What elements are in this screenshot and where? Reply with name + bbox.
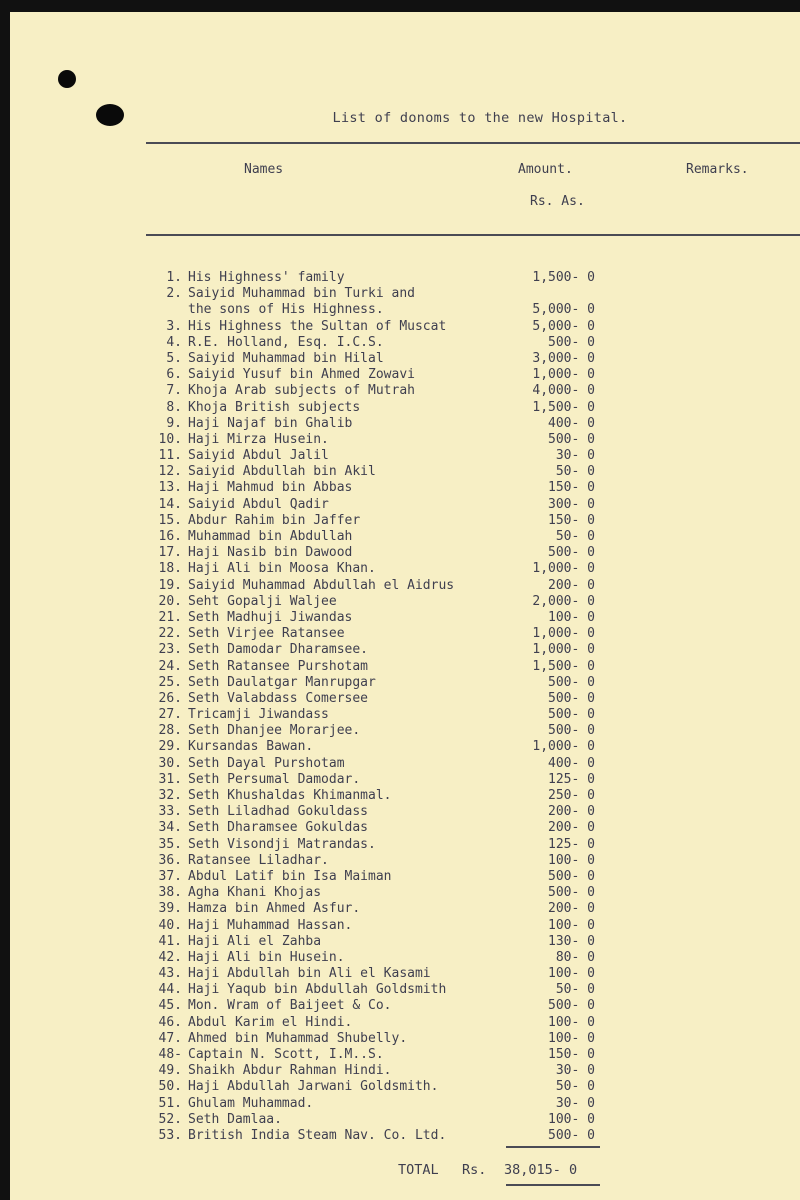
donor-name: Khoja British subjects: [188, 399, 361, 415]
donor-amount: 130- 0: [548, 933, 595, 949]
donor-row: [148, 594, 618, 610]
donor-number: 31.: [158, 771, 182, 787]
donor-row: [148, 578, 618, 594]
donor-number: 42.: [158, 949, 182, 965]
donor-row: [148, 545, 618, 561]
donor-name: Seth Dayal Purshotam: [188, 755, 345, 771]
donor-amount: 150- 0: [548, 512, 595, 528]
donor-amount: 300- 0: [548, 496, 595, 512]
donor-name: Haji Muhammad Hassan.: [188, 917, 353, 933]
donor-name: Saiyid Muhammad Abdullah el Aidrus: [188, 577, 455, 593]
donor-amount: 50- 0: [555, 464, 595, 480]
donor-amount: 50- 0: [555, 529, 595, 544]
donor-amount: 3,000- 0: [532, 350, 595, 366]
donor-number: 6.: [166, 367, 182, 383]
donor-name: Shaikh Abdur Rahman Hindi.: [188, 1063, 392, 1079]
donor-row: [148, 837, 618, 853]
donor-name: Haji Nasib bin Dawood: [188, 545, 353, 561]
donor-amount: 4,000- 0: [532, 383, 595, 399]
donor-amount: 150- 0: [548, 480, 595, 496]
donor-number: 52.: [158, 1111, 182, 1127]
donor-row: [148, 432, 618, 448]
donor-amount: 100- 0: [548, 852, 595, 868]
donor-number: 3.: [166, 318, 182, 334]
total-currency: Rs.: [462, 1162, 487, 1178]
donor-number: 20.: [158, 593, 182, 609]
donor-amount: 30- 0: [555, 1063, 595, 1079]
donor-row: [148, 270, 618, 286]
document-page: [10, 12, 800, 1200]
currency-subheader: Rs. As.: [530, 194, 585, 209]
donor-number: 36.: [158, 852, 182, 868]
donor-name: Ghulam Muhammad.: [188, 1095, 314, 1111]
donor-name: Haji Mirza Husein.: [188, 431, 329, 447]
donor-number: 48-: [158, 1047, 182, 1062]
donor-row: [148, 626, 618, 642]
donor-name: Kursandas Bawan.: [188, 739, 314, 755]
donor-name: Haji Yaqub bin Abdullah Goldsmith: [188, 982, 447, 998]
donor-row: [148, 675, 618, 691]
donor-name: Captain N. Scott, I.M..S.: [188, 1047, 384, 1062]
donor-row: [148, 1015, 618, 1031]
donor-name: Seth Liladhad Gokuldass: [188, 804, 369, 820]
donor-amount: 500- 0: [548, 431, 595, 447]
donor-amount: 5,000- 0: [532, 318, 595, 334]
donor-name: Haji Ali bin Husein.: [188, 949, 345, 965]
donor-amount: 1,000- 0: [532, 642, 595, 658]
total-underline: [506, 1184, 600, 1186]
donor-row: [148, 901, 618, 917]
donor-name: Seht Gopalji Waljee: [188, 593, 337, 609]
donor-name: R.E. Holland, Esq. I.C.S.: [188, 334, 384, 350]
donor-row: [148, 610, 618, 626]
donor-row: [148, 804, 618, 820]
donor-name: Saiyid Muhammad bin Turki and: [188, 286, 415, 302]
donor-row: [148, 707, 618, 723]
header-bottom-rule: [146, 234, 800, 236]
donor-amount: 500- 0: [548, 690, 595, 706]
donor-number: 4.: [166, 334, 182, 350]
donor-number: 29.: [158, 739, 182, 755]
document-title: List of donoms to the new Hospital.: [332, 110, 628, 126]
donor-row: [148, 966, 618, 982]
donor-number: 40.: [158, 917, 182, 933]
column-header-names: Names: [244, 162, 284, 177]
donor-name: Tricamji Jiwandass: [188, 707, 329, 723]
donor-number: 22.: [158, 626, 182, 642]
donor-row: [148, 561, 618, 577]
donor-row: [148, 739, 618, 755]
donor-number: 19.: [158, 577, 182, 593]
donor-row: [148, 820, 618, 836]
punch-hole-icon: [58, 70, 76, 88]
donor-number: 32.: [158, 788, 182, 803]
donor-amount: 500- 0: [548, 545, 595, 561]
donor-amount: 500- 0: [548, 998, 595, 1014]
donor-name: Khoja Arab subjects of Mutrah: [188, 383, 415, 399]
donor-number: 12.: [158, 464, 182, 480]
donor-row: [148, 723, 618, 739]
donor-name: Saiyid Muhammad bin Hilal: [188, 350, 384, 366]
donor-amount: 1,500- 0: [532, 399, 595, 415]
donor-number: 27.: [158, 707, 182, 723]
donor-amount: 100- 0: [548, 1014, 595, 1030]
donor-number: 37.: [158, 868, 182, 884]
donor-number: 47.: [158, 1030, 182, 1046]
column-header-remarks: Remarks.: [686, 162, 749, 177]
donor-number: 25.: [158, 674, 182, 690]
donor-amount: 50- 0: [555, 982, 595, 998]
donor-number: 17.: [158, 545, 182, 561]
donor-name: Abdul Latif bin Isa Maiman: [188, 868, 392, 884]
donor-amount: 500- 0: [548, 674, 595, 690]
donor-number: 50.: [158, 1079, 182, 1095]
subtotal-rule: [506, 1146, 600, 1148]
donor-row: [148, 319, 618, 335]
donor-amount: 1,500- 0: [532, 270, 595, 285]
donor-amount: 100- 0: [548, 966, 595, 982]
donor-row: [148, 400, 618, 416]
donor-amount: 150- 0: [548, 1047, 595, 1062]
donor-row: [148, 286, 618, 302]
donor-name: Saiyid Abdul Qadir: [188, 496, 329, 512]
donor-row: [148, 416, 618, 432]
donor-name: His Highness the Sultan of Muscat: [188, 318, 447, 334]
donor-number: 21.: [158, 609, 182, 625]
donor-row: [148, 351, 618, 367]
donor-name: Haji Ali bin Moosa Khan.: [188, 561, 376, 577]
donor-amount: 500- 0: [548, 885, 595, 901]
donor-number: 33.: [158, 804, 182, 820]
donor-name: Mon. Wram of Baijeet & Co.: [188, 998, 392, 1014]
donor-row: [148, 367, 618, 383]
donor-amount: 1,000- 0: [532, 739, 595, 755]
total-label: TOTAL: [398, 1162, 439, 1178]
donor-name: Saiyid Abdul Jalil: [188, 448, 329, 464]
donor-number: 30.: [158, 755, 182, 771]
donor-amount: 200- 0: [548, 577, 595, 593]
donor-name: Haji Najaf bin Ghalib: [188, 415, 353, 431]
donor-list: [148, 270, 618, 1144]
donor-name: Seth Dharamsee Gokuldas: [188, 820, 369, 836]
donor-name: Saiyid Abdullah bin Akil: [188, 464, 376, 480]
donor-name: His Highness' family: [188, 270, 345, 285]
donor-amount: 125- 0: [548, 836, 595, 852]
donor-amount: 30- 0: [555, 1095, 595, 1111]
donor-amount: 100- 0: [548, 917, 595, 933]
donor-number: 53.: [158, 1127, 182, 1143]
donor-number: 46.: [158, 1014, 182, 1030]
donor-name: Abdul Karim el Hindi.: [188, 1014, 353, 1030]
donor-name: Muhammad bin Abdullah: [188, 529, 353, 544]
donor-row: [148, 513, 618, 529]
total-amount: 38,015- 0: [504, 1162, 578, 1178]
donor-row: [148, 1079, 618, 1095]
donor-amount: 200- 0: [548, 820, 595, 836]
donor-amount: 250- 0: [548, 788, 595, 803]
donor-name: Seth Ratansee Purshotam: [188, 658, 369, 674]
donor-row: [148, 302, 618, 318]
donor-number: 2.: [166, 286, 182, 302]
donor-name: Saiyid Yusuf bin Ahmed Zowavi: [188, 367, 415, 383]
donor-row: [148, 788, 618, 804]
donor-amount: 125- 0: [548, 771, 595, 787]
donor-row: [148, 998, 618, 1014]
donor-name: Seth Damlaa.: [188, 1111, 282, 1127]
donor-row: [148, 1063, 618, 1079]
donor-row: [148, 869, 618, 885]
donor-number: 9.: [166, 415, 182, 431]
donor-name: Haji Ali el Zahba: [188, 933, 322, 949]
donor-row: [148, 1047, 618, 1063]
donor-number: 44.: [158, 982, 182, 998]
donor-row: [148, 335, 618, 351]
donor-row: [148, 1112, 618, 1128]
donor-name: Seth Persumal Damodar.: [188, 771, 361, 787]
donor-name: British India Steam Nav. Co. Ltd.: [188, 1127, 447, 1143]
donor-amount: 50- 0: [555, 1079, 595, 1095]
donor-amount: 80- 0: [555, 949, 595, 965]
donor-number: 45.: [158, 998, 182, 1014]
donor-amount: 500- 0: [548, 334, 595, 350]
donor-amount: 500- 0: [548, 707, 595, 723]
donor-number: 24.: [158, 658, 182, 674]
donor-name: Agha Khani Khojas: [188, 885, 322, 901]
donor-number: 35.: [158, 836, 182, 852]
donor-name: Ahmed bin Muhammad Shubelly.: [188, 1030, 408, 1046]
donor-row: [148, 448, 618, 464]
donor-number: 5.: [166, 350, 182, 366]
donor-number: 1.: [166, 270, 182, 285]
donor-number: 43.: [158, 966, 182, 982]
donor-name: Seth Madhuji Jiwandas: [188, 609, 353, 625]
donor-number: 26.: [158, 690, 182, 706]
donor-row: [148, 756, 618, 772]
donor-name: Seth Damodar Dharamsee.: [188, 642, 369, 658]
donor-number: 11.: [158, 448, 182, 464]
donor-row: [148, 885, 618, 901]
donor-row: [148, 659, 618, 675]
donor-amount: 2,000- 0: [532, 593, 595, 609]
donor-amount: 1,000- 0: [532, 626, 595, 642]
donor-row: [148, 950, 618, 966]
donor-name: Haji Mahmud bin Abbas: [188, 480, 353, 496]
header-top-rule: [146, 142, 800, 144]
donor-row: [148, 497, 618, 513]
donor-amount: 5,000- 0: [532, 302, 595, 318]
donor-number: 13.: [158, 480, 182, 496]
donor-amount: 100- 0: [548, 609, 595, 625]
donor-row: [148, 383, 618, 399]
donor-number: 7.: [166, 383, 182, 399]
donor-number: 16.: [158, 529, 182, 544]
donor-row: [148, 934, 618, 950]
column-header-amount: Amount.: [518, 162, 573, 177]
donor-row: [148, 642, 618, 658]
donor-row: [148, 691, 618, 707]
donor-amount: 500- 0: [548, 723, 595, 739]
donor-number: 14.: [158, 496, 182, 512]
donor-amount: 500- 0: [548, 868, 595, 884]
donor-name: Abdur Rahim bin Jaffer: [188, 512, 361, 528]
donor-number: 23.: [158, 642, 182, 658]
donor-amount: 1,000- 0: [532, 561, 595, 577]
donor-number: 49.: [158, 1063, 182, 1079]
donor-name: Seth Daulatgar Manrupgar: [188, 674, 376, 690]
donor-row: [148, 480, 618, 496]
donor-name: Seth Khushaldas Khimanmal.: [188, 788, 392, 803]
donor-number: 41.: [158, 933, 182, 949]
donor-row: [148, 918, 618, 934]
donor-amount: 500- 0: [548, 1127, 595, 1143]
donor-amount: 1,000- 0: [532, 367, 595, 383]
donor-amount: 100- 0: [548, 1111, 595, 1127]
donor-row: [148, 982, 618, 998]
donor-amount: 400- 0: [548, 415, 595, 431]
donor-row: [148, 853, 618, 869]
donor-row: [148, 464, 618, 480]
donor-number: 10.: [158, 431, 182, 447]
donor-row: [148, 1128, 618, 1144]
donor-row: [148, 1096, 618, 1112]
donor-name: Haji Abdullah Jarwani Goldsmith.: [188, 1079, 439, 1095]
donor-name: Seth Visondji Matrandas.: [188, 836, 376, 852]
donor-name: the sons of His Highness.: [188, 302, 384, 318]
donor-name: Ratansee Liladhar.: [188, 852, 329, 868]
donor-name: Seth Valabdass Comersee: [188, 690, 369, 706]
donor-amount: 1,500- 0: [532, 658, 595, 674]
donor-amount: 100- 0: [548, 1030, 595, 1046]
donor-row: [148, 529, 618, 545]
donor-number: 15.: [158, 512, 182, 528]
donor-number: 38.: [158, 885, 182, 901]
donor-number: 34.: [158, 820, 182, 836]
donor-amount: 200- 0: [548, 901, 595, 917]
donor-number: 39.: [158, 901, 182, 917]
donor-number: 8.: [166, 399, 182, 415]
donor-row: [148, 772, 618, 788]
donor-number: 51.: [158, 1095, 182, 1111]
donor-row: [148, 1031, 618, 1047]
donor-amount: 30- 0: [555, 448, 595, 464]
donor-amount: 200- 0: [548, 804, 595, 820]
donor-number: 18.: [158, 561, 182, 577]
donor-number: 28.: [158, 723, 182, 739]
donor-name: Hamza bin Ahmed Asfur.: [188, 901, 361, 917]
donor-name: Seth Virjee Ratansee: [188, 626, 345, 642]
donor-name: Haji Abdullah bin Ali el Kasami: [188, 966, 431, 982]
donor-name: Seth Dhanjee Morarjee.: [188, 723, 361, 739]
donor-amount: 400- 0: [548, 755, 595, 771]
